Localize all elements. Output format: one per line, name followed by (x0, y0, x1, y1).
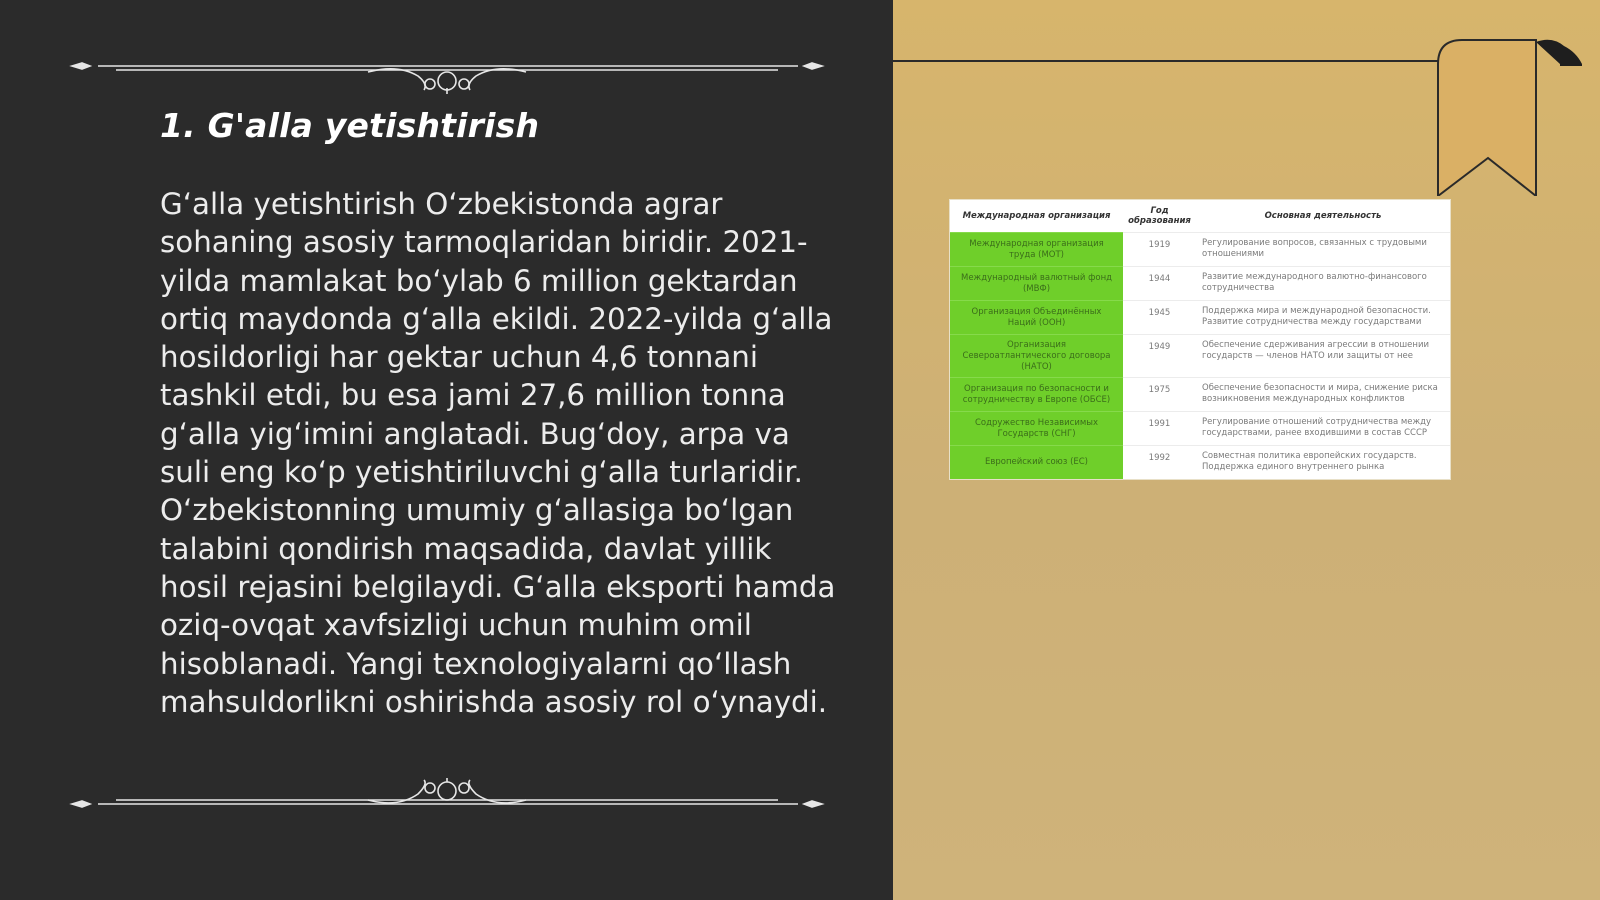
body-paragraph: G‘alla yetishtirish O‘zbekistonda agrar sohaning asosiy tarmoqlaridan biridir. 2021-yilda mamlakat bo‘ylab 6 million gektardan ortiq maydonda g‘alla ekildi. 2022-yilda g‘alla hosildorligi har gektar uchun 4,6 tonnani tashkil etdi, bu esa jami 27,6 million tonna g‘alla yig‘imini anglatadi. Bug‘doy, arpa va suli eng ko‘p yetishtiriluvchi g‘alla turlaridir. O‘zbekistonning umumiy g‘allasiga bo‘lgan talabini qondirish maqsadida, davlat yillik hosil rejasini belgilaydi. G‘alla eksporti hamda oziq-ovqat xavfsizligi uchun muhim omil hisoblanadi. Yangi texnologiyalarni qo‘llash mahsuldorlikni oshirishda asosiy rol o‘ynaydi. (160, 187, 836, 719)
ribbon-bookmark-icon (1436, 36, 1588, 196)
table-cell-activity: Регулирование отношений сотрудничества между государствами, ранее входившими в состав СССР (1196, 412, 1450, 446)
table-cell-organization: Содружество Независимых Государств (СНГ) (950, 412, 1123, 446)
table-cell-year: 1944 (1123, 267, 1196, 301)
table-cell-activity: Обеспечение сдерживания агрессии в отношении государств — членов НАТО или защиты от нее (1196, 335, 1450, 378)
table-cell-activity: Поддержка мира и международной безопасности. Развитие сотрудничества между государствами (1196, 301, 1450, 335)
table-row (950, 233, 1450, 267)
organizations-table (950, 200, 1450, 479)
table-cell-organization: Европейский союз (ЕС) (950, 446, 1123, 479)
table-cell-activity: Регулирование вопросов, связанных с трудовыми отношениями (1196, 233, 1450, 267)
table-cell-activity: Развитие международного валютно-финансового сотрудничества (1196, 267, 1450, 301)
table-cell-year: 1992 (1123, 446, 1196, 479)
table-header-row (950, 200, 1450, 233)
table-cell-activity: Совместная политика европейских государств. Поддержка единого внутреннего рынка (1196, 446, 1450, 479)
table-row (950, 267, 1450, 301)
table-cell-year: 1975 (1123, 378, 1196, 412)
ornamental-divider-icon (68, 54, 826, 94)
table-cell-organization: Международная организация труда (МОТ) (950, 233, 1123, 267)
table-cell-organization: Организация по безопасности и сотрудничеству в Европе (ОБСЕ) (950, 378, 1123, 412)
horizontal-rule (893, 60, 1443, 62)
table-cell-year: 1949 (1123, 335, 1196, 378)
slide-title: 1. G'alla yetishtirish (160, 106, 540, 145)
table-row (950, 378, 1450, 412)
table-cell-organization: Международный валютный фонд (МВФ) (950, 267, 1123, 301)
table-cell-organization: Организация Объединённых Наций (ООН) (950, 301, 1123, 335)
ornamental-divider-icon (68, 778, 826, 818)
table-header-cell: Год образования (1128, 206, 1191, 226)
organizations-table-image (950, 200, 1450, 479)
table-header-cell: Международная организация (962, 211, 1111, 221)
table-cell-year: 1991 (1123, 412, 1196, 446)
table-header-cell: Основная деятельность (1264, 211, 1382, 221)
table-cell-year: 1919 (1123, 233, 1196, 267)
table-row (950, 412, 1450, 446)
table-cell-year: 1945 (1123, 301, 1196, 335)
table-row (950, 335, 1450, 378)
table-cell-organization: Организация Североатлантического договора (НАТО) (950, 335, 1123, 378)
table-row (950, 301, 1450, 335)
table-cell-activity: Обеспечение безопасности и мира, снижение риска возникновения международных конфликтов (1196, 378, 1450, 412)
table-row (950, 446, 1450, 479)
